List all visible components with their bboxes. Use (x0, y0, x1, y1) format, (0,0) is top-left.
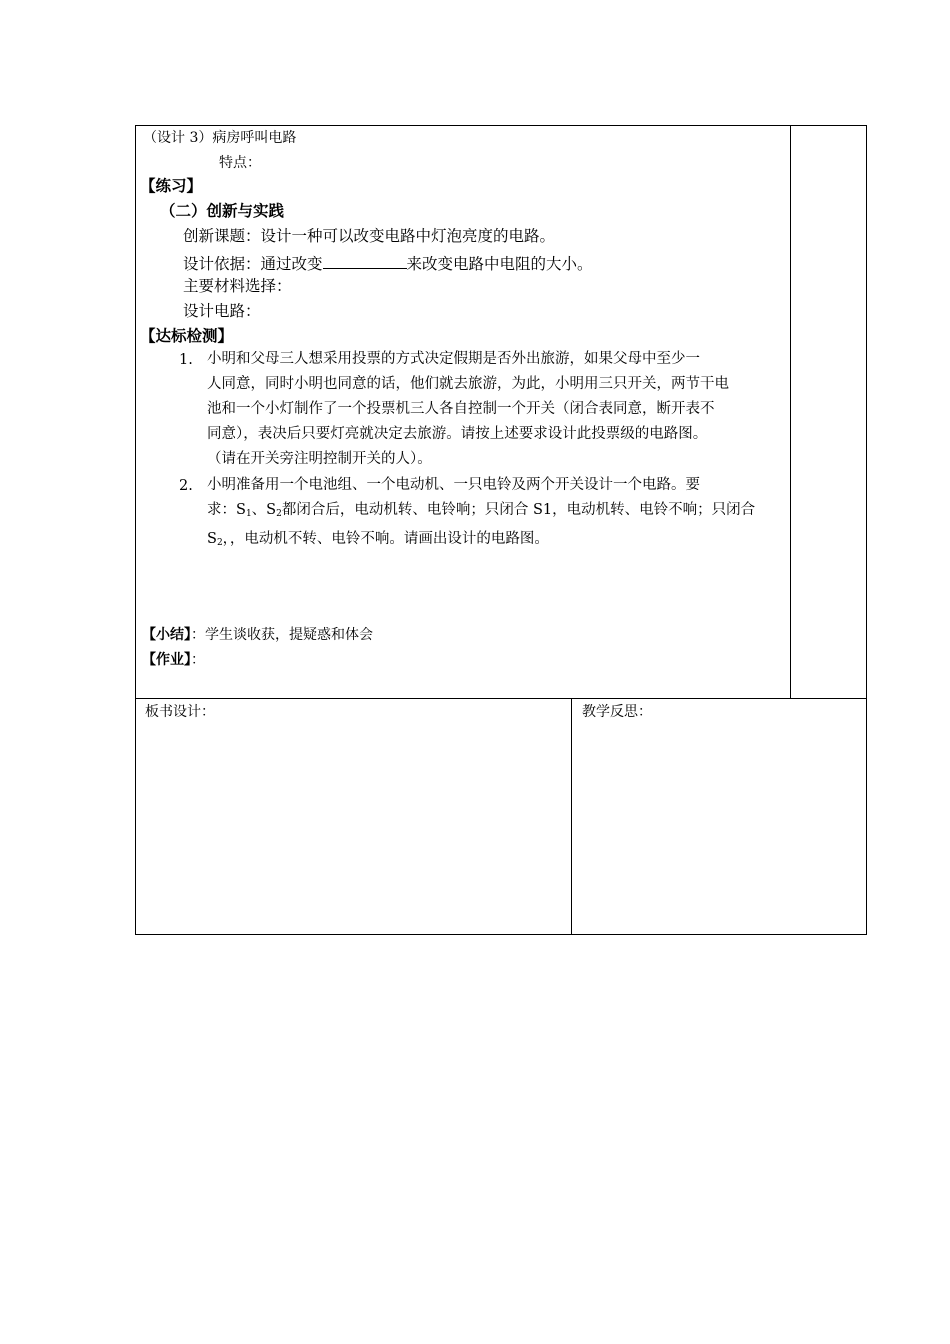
basis-after: 来改变电路中电阻的大小。 (406, 255, 593, 273)
board-design-label: 板书设计： (145, 704, 215, 720)
materials-line: 主要材料选择： (183, 277, 292, 295)
q2-line: 小明准备用一个电池组、一个电动机、一只电铃及两个开关设计一个电路。要 (207, 477, 700, 493)
summary-label: 【小结】 (142, 627, 191, 643)
summary-line (142, 628, 373, 642)
practice-heading: 【练习】 (140, 177, 203, 195)
blank-underline (323, 254, 407, 269)
q2-seg: ，，电动机不转、电铃不响。请画出设计的电路图。 (222, 531, 549, 547)
q1-line: 池和一个小灯制作了一个投票机三人各自控制一个开关（闭合表同意，断开表不 (207, 401, 715, 417)
basis-line (183, 254, 593, 273)
design3-title: （设计 3）病房呼叫电路 (143, 130, 297, 146)
reflection-label: 教学反思： (582, 704, 652, 720)
q1-line: 人同意，同时小明也同意的话，他们就去旅游，为此，小明用三只开关，两节干电 (207, 376, 729, 392)
q2-sub: 1 (245, 509, 252, 519)
homework-line (142, 653, 205, 667)
check-heading: 【达标检测】 (140, 327, 234, 345)
q2-seg: 都闭合后，电动机转、电铃响；只闭合 S1，电动机转、电铃不响；只闭合 (281, 502, 756, 518)
q1-text (207, 347, 729, 472)
q2-seg: 求：S (207, 502, 246, 518)
q2-seg: 、S (251, 502, 277, 518)
q2-number: 2. (179, 478, 193, 494)
homework-text: ： (191, 652, 205, 668)
q1-line: 同意），表决后只要灯亮就决定去旅游。请按上述要求设计此投票级的电路图。 (207, 426, 708, 442)
summary-text: ：学生谈收获，提疑惑和体会 (191, 627, 373, 643)
q2-line (207, 527, 755, 556)
q2-sub: 2 (276, 509, 282, 519)
q2-line (207, 498, 755, 527)
q1-line: （请在开关旁注明控制开关的人）。 (207, 451, 432, 467)
q2-seg: S (207, 531, 217, 547)
bottom-column-divider (571, 698, 572, 935)
right-column-divider (790, 125, 791, 699)
q2-text (207, 473, 755, 556)
innovation-heading: （二）创新与实践 (160, 202, 285, 220)
row-divider (135, 698, 867, 699)
topic-line: 创新课题：设计一种可以改变电路中灯泡亮度的电路。 (183, 227, 556, 245)
basis-before: 设计依据：通过改变 (183, 255, 323, 273)
q1-line: 小明和父母三人想采用投票的方式决定假期是否外出旅游，如果父母中至少一 (207, 351, 700, 367)
q1-number: 1. (179, 352, 193, 368)
features-label: 特点： (219, 155, 261, 171)
q2-sub: 2 (216, 538, 223, 548)
circuit-line: 设计电路： (183, 302, 261, 320)
homework-label: 【作业】 (142, 652, 191, 668)
